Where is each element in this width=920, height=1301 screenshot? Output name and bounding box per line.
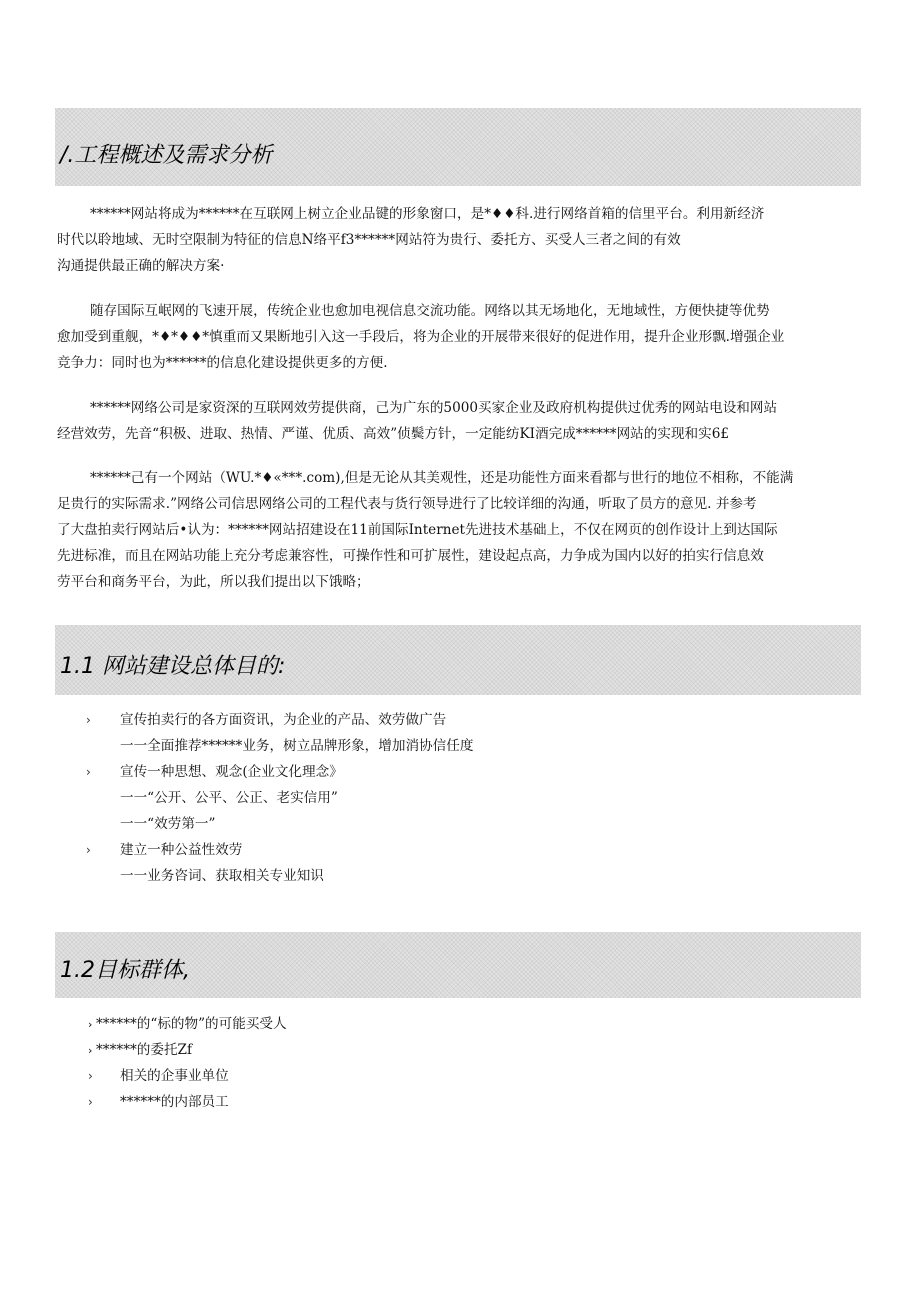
list-item (86, 811, 473, 837)
paragraph-company (57, 395, 863, 447)
list-item-text: ******的“标的物”的可能买受人 (96, 1016, 287, 1032)
list-item (86, 785, 473, 811)
list-item (86, 733, 473, 759)
chevron-right-icon: › (88, 1095, 93, 1109)
text-line: 经营效劳，先音“积极、进取、热情、严谨、优质、高效”侦鬓方针，一定能纺KI酒完成******网站的实现和实6£ (57, 426, 730, 442)
text-line: ******网站将成为******在互联网上树立企业品键的形象窗口，是*♦♦科.进行网络首箱的信里平台。利用新经济 (90, 206, 765, 222)
section-header-band (55, 932, 861, 998)
list-item-text: 宣传拍卖行的各方面资讯，为企业的产品、效劳做广告 (120, 712, 447, 728)
list-item (86, 759, 473, 785)
list-item (86, 863, 473, 889)
section-header-band (55, 108, 861, 186)
list-item (88, 1063, 287, 1089)
text-line: ******网络公司是家资深的互联网效劳提供商，己为广东的5000买家企业及政府机构提供过优秀的网站电设和网站 (90, 400, 778, 416)
section-title: 1.2目标群体, (60, 958, 190, 983)
list-item-text: ******的内部员工 (120, 1094, 229, 1110)
section-header-band (55, 625, 861, 695)
list-item (86, 837, 473, 863)
chevron-right-icon: › (86, 713, 91, 727)
list-item-text: 一一“效劳第一” (120, 816, 216, 832)
list-item-text: ******的委托Zf (96, 1042, 193, 1058)
goal-list (86, 707, 473, 889)
list-item (88, 1011, 287, 1037)
chevron-right-icon: › (86, 765, 91, 779)
section-title: 1.1 网站建设总体目的: (60, 654, 286, 679)
list-item-text: 建立一种公益性效劳 (120, 842, 243, 858)
text-line: 沟通提供最正确的解决方案· (57, 258, 225, 274)
target-group-list (88, 1011, 287, 1115)
text-line: 劳平台和商务平台，为此，所以我们提出以下饿略； (57, 574, 370, 590)
paragraph-internet (57, 298, 863, 376)
text-line: 愈加受到重舰，*♦*♦♦*慎重而又果断地引入这一手段后，将为企业的开展带来很好的促进作用，提升企业形飘.增强企业 (57, 329, 785, 345)
text-line: 时代以聆地域、无时空限制为特征的信息N络平f3******网站符为贵行、委托方、买受人三者之间的有效 (57, 232, 681, 248)
paragraph-existing-site (57, 465, 863, 595)
chevron-right-icon: › (88, 1044, 93, 1057)
list-item (88, 1037, 287, 1063)
chevron-right-icon: › (88, 1018, 93, 1031)
paragraph-intro (57, 201, 863, 279)
section-title: /.工程概述及需求分析 (60, 143, 273, 168)
text-line: 了大盘拍卖行网站后•认为：******网站招建设在11前国际Internet先进技术基础上，不仅在网页的创作设计上到达国际 (57, 522, 778, 538)
list-item-text: 一一全面推荐******业务，树立品牌形象，增加消协信任度 (120, 738, 474, 754)
list-item-text: 相关的企事业单位 (120, 1068, 229, 1084)
list-item-text: 宣传一种思想、观念(企业文化理念》 (120, 764, 343, 780)
list-item-text: 一一“公开、公平、公正、老实信用” (120, 790, 338, 806)
text-line: 足贵行的实际需求.”网络公司信思网络公司的工程代表与货行领导进行了比较详细的沟通，听取了员方的意见. 并参考 (57, 496, 757, 512)
text-line: ******己有一个网站（WU.*♦«***.com),但是无论从其美观性，还是功能性方面来看都与世行的地位不相称，不能满 (90, 470, 794, 486)
chevron-right-icon: › (88, 1069, 93, 1083)
list-item (88, 1089, 287, 1115)
chevron-right-icon: › (86, 843, 91, 857)
list-item (86, 707, 473, 733)
text-line: 竞争力：同时也为******的信息化建设提供更多的方便. (57, 355, 388, 371)
list-item-text: 一一业务咨词、获取相关专业知识 (120, 868, 324, 884)
text-line: 先进标准，而且在网站功能上充分考虑兼容性，可操作性和可扩展性，建设起点高，力争成为国内以好的拍实行信息效 (57, 548, 764, 564)
text-line: 随存国际互岷网的飞速开展，传统企业也愈加电视信息交流功能。网络以其无场地化，无地域性，方便快捷等优势 (90, 303, 770, 319)
